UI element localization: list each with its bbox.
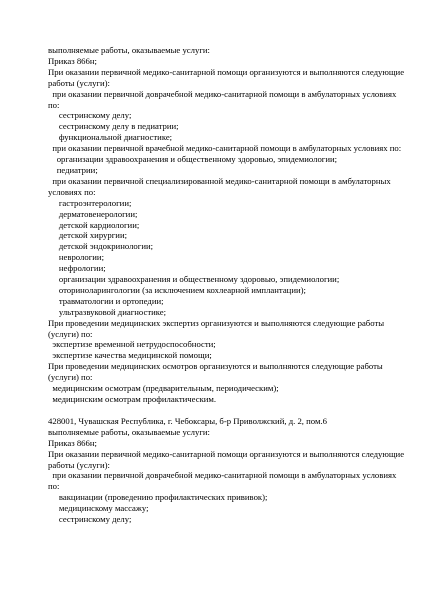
text-line: по: [48,481,60,492]
text-line: гастроэнтерологии; [48,197,132,208]
text-line: функциональной диагностике; [48,132,173,143]
text-line: дерматовенерологии; [48,208,138,219]
text-line: медицинским осмотрам (предварительным, периодическим); [48,383,279,394]
text-line: неврологии; [48,252,104,263]
text-line: При оказании первичной медико-санитарной помощи организуются и выполняются следующие [48,448,405,459]
text-line: по: [48,99,60,110]
text-line: (услуги) по: [48,372,93,383]
license-section-1 [48,45,418,405]
text-line: экспертизе качества медицинской помощи; [48,350,212,361]
text-line: организации здравоохранения и общественному здоровью, эпидемиологии; [48,274,340,285]
document-body [48,45,418,525]
address-line: 428001, Чувашская Республика, г. Чебоксары, б-р Приволжский, д. 2, пом.6 [48,415,327,426]
text-line: при оказании первичной доврачебной медико-санитарной помощи в амбулаторных условиях [48,470,397,481]
text-line: выполняемые работы, оказываемые услуги: [48,45,210,55]
text-line: при оказании первичной врачебной медико-санитарной помощи в амбулаторных условиях по: [48,143,402,154]
section-gap [48,405,418,416]
text-line: При оказании первичной медико-санитарной помощи организуются и выполняются следующие [48,66,405,77]
text-line: Приказ 866н; [48,437,97,448]
license-section-2 [48,416,418,525]
text-line: вакцинации (проведению профилактических прививок); [48,492,268,503]
text-line: детской кардиологии; [48,219,140,230]
text-line: экспертизе временной нетрудоспособности; [48,339,216,350]
text-line: организации здравоохранения и общественному здоровью, эпидемиологии; [48,154,338,165]
text-line: условиях по: [48,186,96,197]
text-line: сестринскому делу; [48,110,132,121]
text-line: ультразвуковой диагностике; [48,306,167,317]
text-line: медицинским осмотрам профилактическим. [48,394,217,404]
text-line: работы (услуги): [48,459,110,470]
text-line: педиатрии; [48,164,98,175]
text-line: при оказании первичной специализированной медико-санитарной помощи в амбулаторных [48,175,391,186]
text-line: выполняемые работы, оказываемые услуги: [48,426,210,437]
text-line: сестринскому делу в педиатрии; [48,121,179,132]
text-line: медицинскому массажу; [48,503,149,514]
text-line: детской хирургии; [48,230,128,241]
text-line: (услуги) по: [48,328,93,339]
text-line: работы (услуги): [48,77,110,88]
text-line: оториноларингологии (за исключением кохлеарной имплантации); [48,284,306,295]
text-line: При проведении медицинских экспертиз организуются и выполняются следующие работы [48,317,385,328]
text-line: нефрологии; [48,263,106,274]
text-line: сестринскому делу; [48,514,132,525]
text-line: травматологии и ортопедии; [48,295,164,306]
text-line: При проведении медицинских осмотров организуются и выполняются следующие работы [48,361,383,372]
text-line: детской эндокринологии; [48,241,154,252]
text-line: Приказ 866н; [48,55,97,66]
text-line: при оказании первичной доврачебной медико-санитарной помощи в амбулаторных условиях [48,88,397,99]
